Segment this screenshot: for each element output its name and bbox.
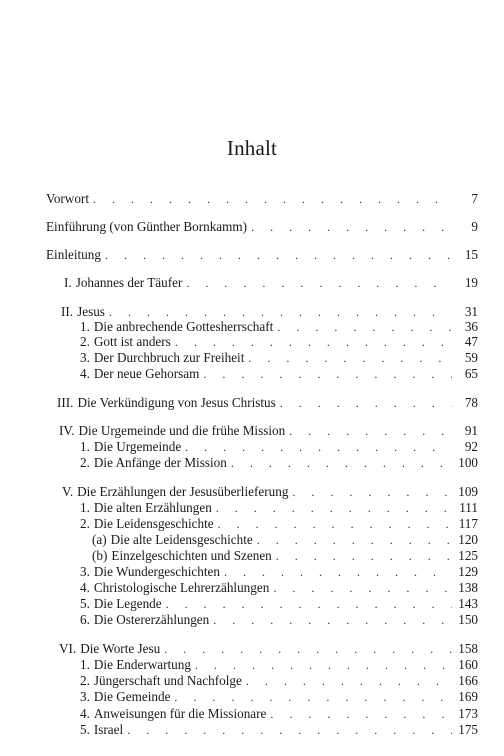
chapter-number: I. (64, 275, 72, 290)
page-number: 173 (458, 706, 478, 721)
dot-leader (273, 580, 452, 596)
section-number: 1. (80, 657, 90, 672)
dot-leader (280, 395, 452, 411)
entry-label: Die Gemeinde (93, 689, 171, 704)
page-number: 111 (459, 500, 478, 515)
entry-label: Die Ostererzählungen (93, 612, 210, 627)
dot-leader (270, 706, 452, 722)
toc-section (80, 500, 478, 516)
section-number: 2. (80, 673, 90, 688)
dot-leader (248, 350, 452, 366)
page-number: 59 (464, 350, 478, 365)
dot-leader (175, 334, 452, 350)
page-number: 109 (458, 484, 478, 499)
toc-section (80, 706, 478, 722)
section-number: 1. (80, 500, 90, 515)
toc-section (80, 455, 478, 471)
dot-leader (164, 641, 452, 657)
entry-label: Christologische Lehrerzählungen (93, 580, 270, 595)
subsection-marker: (a) (92, 532, 107, 547)
section-number: 5. (80, 722, 90, 737)
toc-chapter-4 (59, 423, 478, 439)
page-number: 100 (458, 455, 478, 470)
toc-section (80, 596, 478, 612)
toc-section (80, 516, 478, 532)
dot-leader (246, 673, 452, 689)
section-number: 6. (80, 612, 90, 627)
entry-label: Die Wundergeschichten (93, 564, 220, 579)
section-number: 1. (80, 319, 90, 334)
toc-section (80, 612, 478, 628)
toc-entry-einleitung (46, 247, 478, 263)
entry-label: Jesus (77, 304, 105, 319)
section-number: 5. (80, 596, 90, 611)
entry-label: Die alten Erzählungen (93, 500, 212, 515)
page-number: 143 (458, 596, 478, 611)
toc-section (80, 689, 478, 705)
page-number: 120 (458, 532, 478, 547)
entry-label: Anweisungen für die Missionare (93, 706, 267, 721)
dot-leader (251, 219, 452, 235)
toc-chapter-1 (64, 275, 478, 291)
entry-label: Die anbrechende Gottesherrschaft (93, 319, 274, 334)
entry-label: Einleitung (46, 247, 101, 262)
entry-label: Die Erzählungen der Jesusüberlieferung (77, 484, 289, 499)
dot-leader (127, 722, 452, 738)
dot-leader (224, 564, 452, 580)
toc-subsection (92, 532, 478, 548)
section-number: 3. (80, 689, 90, 704)
toc-section (80, 722, 478, 738)
dot-leader (257, 532, 452, 548)
entry-label: Die Legende (93, 596, 162, 611)
entry-label: Die Leidensgeschichte (93, 516, 214, 531)
entry-label: Vorwort (46, 191, 89, 206)
dot-leader (292, 484, 452, 500)
entry-label: Die Worte Jesu (80, 641, 161, 656)
toc-chapter-6 (59, 641, 478, 657)
section-number: 3. (80, 564, 90, 579)
toc-section (80, 580, 478, 596)
page-number: 125 (458, 548, 478, 563)
page-number: 158 (458, 641, 478, 656)
dot-leader (216, 500, 452, 516)
dot-leader (166, 596, 452, 612)
page-number: 117 (458, 516, 478, 531)
chapter-number: II. (61, 304, 74, 319)
toc-section (80, 334, 478, 350)
dot-leader (277, 319, 452, 335)
chapter-number: VI. (59, 641, 77, 656)
toc-section (80, 319, 478, 335)
dot-leader (105, 247, 452, 263)
page-number: 78 (464, 395, 478, 410)
section-number: 2. (80, 455, 90, 470)
page-number: 47 (464, 334, 478, 349)
toc-subsection (92, 548, 478, 564)
toc-section (80, 366, 478, 382)
entry-label: Der Durchbruch zur Freiheit (93, 350, 245, 365)
entry-label: Gott ist anders (93, 334, 171, 349)
page-number: 129 (458, 564, 478, 579)
section-number: 4. (80, 366, 90, 381)
page-number: 166 (458, 673, 478, 688)
entry-label: Einführung (von Günther Bornkamm) (46, 219, 248, 234)
dot-leader (276, 548, 452, 564)
dot-leader (289, 423, 452, 439)
dot-leader (185, 439, 452, 455)
toc-section (80, 673, 478, 689)
section-number: 4. (80, 706, 90, 721)
subsection-marker: (b) (92, 548, 108, 563)
entry-label: Die Urgemeinde (93, 439, 182, 454)
dot-leader (231, 455, 452, 471)
entry-label: Die Anfänge der Mission (93, 455, 227, 470)
page-number: 150 (458, 612, 478, 627)
toc-chapter-5 (62, 484, 478, 500)
entry-label: Die alte Leidensgeschichte (110, 532, 253, 547)
entry-label: Der neue Gehorsam (93, 366, 200, 381)
page-number: 92 (464, 439, 478, 454)
dot-leader (195, 657, 452, 673)
chapter-number: IV. (59, 423, 75, 438)
section-number: 2. (80, 516, 90, 531)
toc-chapter-2 (61, 304, 478, 320)
page-number: 36 (464, 319, 478, 334)
page-number: 31 (464, 304, 478, 319)
dot-leader (213, 612, 452, 628)
toc-entry-vorwort (46, 191, 478, 207)
dot-leader (203, 366, 452, 382)
page-number: 7 (471, 191, 478, 206)
dot-leader (174, 689, 452, 705)
page-number: 15 (464, 247, 478, 262)
dot-leader (218, 516, 452, 532)
toc-section (80, 439, 478, 455)
toc-chapter-3 (57, 395, 478, 411)
chapter-number: III. (57, 395, 74, 410)
entry-label: Johannes der Täufer (75, 275, 183, 290)
section-number: 2. (80, 334, 90, 349)
page-number: 138 (458, 580, 478, 595)
toc-entry-einfuehrung (46, 219, 478, 235)
entry-label: Die Verkündigung von Jesus Christus (77, 395, 276, 410)
page-number: 9 (471, 219, 478, 234)
page-number: 91 (464, 423, 478, 438)
chapter-number: V. (62, 484, 74, 499)
entry-label: Die Urgemeinde und die frühe Mission (78, 423, 286, 438)
entry-label: Jüngerschaft und Nachfolge (93, 673, 242, 688)
dot-leader (186, 275, 452, 291)
page-number: 19 (464, 275, 478, 290)
page-number: 169 (458, 689, 478, 704)
toc-section (80, 657, 478, 673)
page-title: Inhalt (226, 136, 278, 160)
toc-section (80, 564, 478, 580)
dot-leader (93, 191, 452, 207)
entry-label: Die Enderwartung (93, 657, 191, 672)
section-number: 3. (80, 350, 90, 365)
page-number: 160 (458, 657, 478, 672)
toc-section (80, 350, 478, 366)
section-number: 4. (80, 580, 90, 595)
page-number: 175 (458, 722, 478, 737)
page-number: 65 (464, 366, 478, 381)
entry-label: Einzelgeschichten und Szenen (111, 548, 272, 563)
dot-leader (109, 304, 452, 320)
entry-label: Israel (93, 722, 124, 737)
section-number: 1. (80, 439, 90, 454)
